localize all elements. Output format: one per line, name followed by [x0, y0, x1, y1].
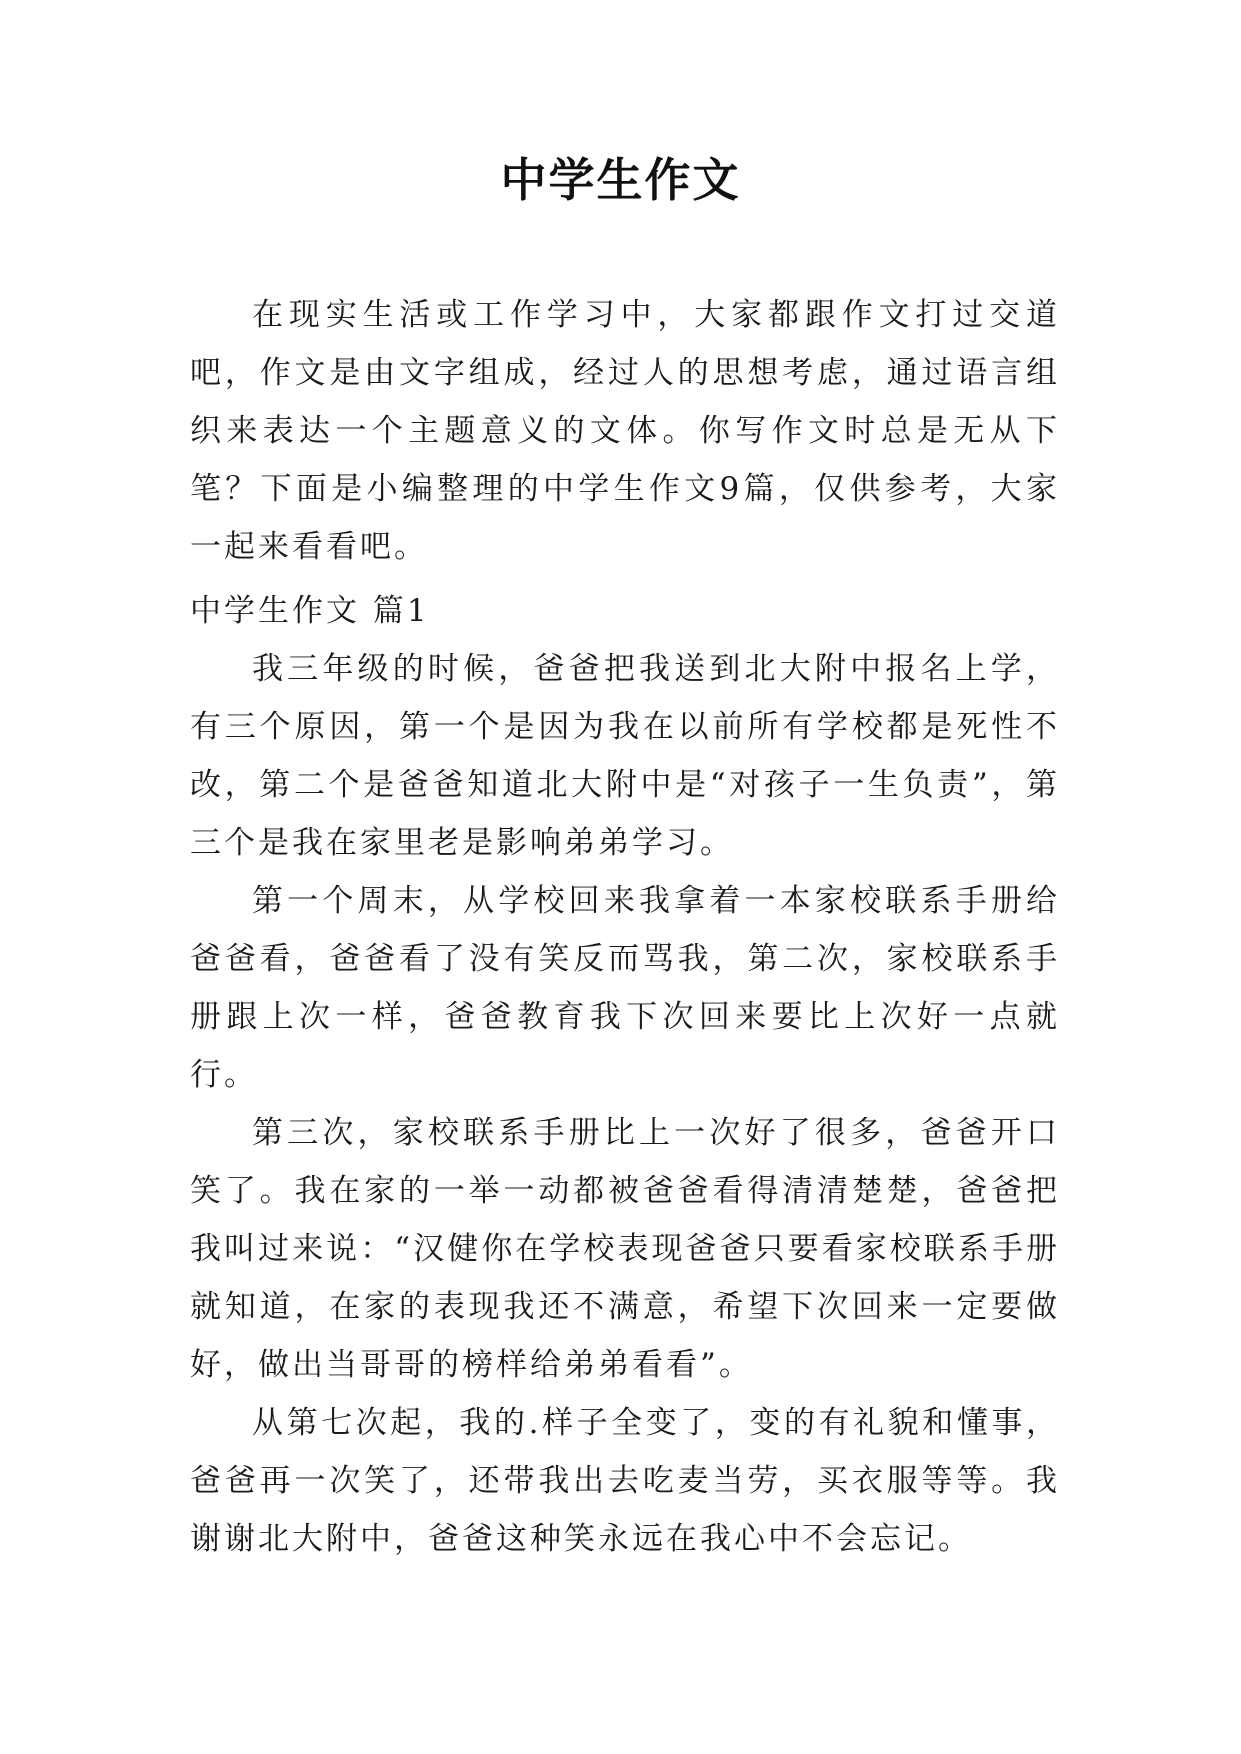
essay-paragraph: 第三次，家校联系手册比上一次好了很多，爸爸开口笑了。我在家的一举一动都被爸爸看得清清楚楚，爸爸把我叫过来说：“汉健你在学校表现爸爸只要看家校联系手册就知道，在家的表现我还不满意，希望下次回来一定要做好，做出当哥哥的榜样给弟弟看看”。 [190, 1115, 1060, 1383]
essay-paragraph: 第一个周末，从学校回来我拿着一本家校联系手册给爸爸看，爸爸看了没有笑反而骂我，第二次，家校联系手册跟上次一样，爸爸教育我下次回来要比上次好一点就行。 [190, 883, 1060, 1093]
document-title: 中学生作文 [500, 153, 741, 207]
essay-paragraph: 从第七次起，我的.样子全变了，变的有礼貌和懂事，爸爸再一次笑了，还带我出去吃麦当劳，买衣服等等。我谢谢北大附中，爸爸这种笑永远在我心中不会忘记。 [190, 1405, 1060, 1557]
intro-section [190, 286, 1060, 576]
essay-body [190, 640, 1060, 1568]
intro-paragraph: 在现实生活或工作学习中，大家都跟作文打过交道吧，作文是由文字组成，经过人的思想考虑，通过语言组织来表达一个主题意义的文体。你写作文时总是无从下笔？下面是小编整理的中学生作文9篇，仅供参考，大家一起来看看吧。 [190, 297, 1060, 565]
essay-paragraph: 我三年级的时候，爸爸把我送到北大附中报名上学，有三个原因，第一个是因为我在以前所有学校都是死性不改，第二个是爸爸知道北大附中是“对孩子一生负责”，第三个是我在家里老是影响弟弟学习。 [190, 651, 1060, 861]
section-heading: 中学生作文 篇1 [190, 593, 430, 629]
